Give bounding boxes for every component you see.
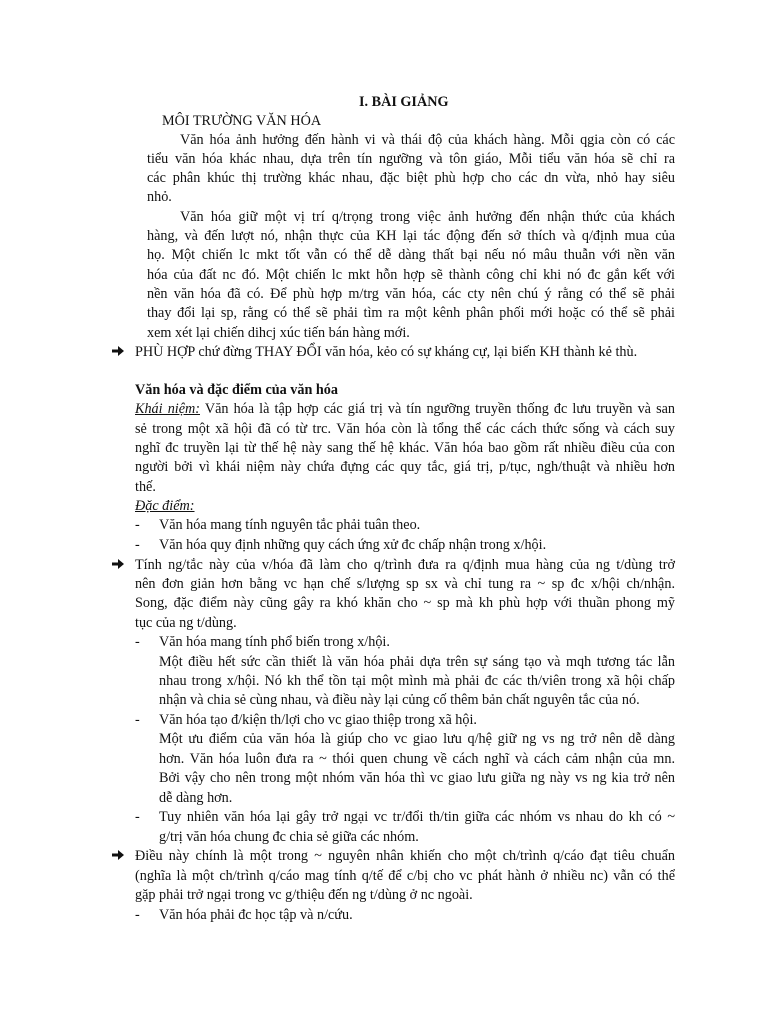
paragraph-line: nhỏ. [147,189,172,205]
arrow-paragraph-line: (nghĩa là một ch/trình q/cáo mag tính q/tế để c/bị cho vc phát hành ở nhiều nc) vẫn có thể [135,868,675,884]
paragraph-line: tiểu văn hóa khác nhau, dựa trên tín ngưỡng và tôn giáo, Mỗi tiểu văn hóa sẽ chỉ ra [147,151,675,167]
feature-detail-line: Bởi vậy cho nên trong một nhóm văn hóa thì vc giao lưu giữa ng này vs ng kia trở nên [159,770,675,786]
concept-line: thế. [135,479,156,495]
arrow-paragraph-line: Tính ng/tắc này của v/hóa đã làm cho q/trình đưa ra q/định mua hàng của ng t/dùng trở [135,557,675,573]
feature-detail-line: Một ưu điểm của văn hóa là giúp cho vc giao lưu q/hệ giữ ng vs ng trở nên dễ dàng [159,731,675,747]
feature-detail-line: nhận và chia sẻ cùng nhau, và điều này lại củng cố thêm bản chất nguyên tắc của nó. [159,692,640,708]
concept-line: nghĩ đc truyền lại từ thế hệ này sang thế hệ khác. Văn hóa bao gồm rất nhiều điều của con [135,440,675,456]
feature-item: Văn hóa mang tính phổ biến trong x/hội. [159,634,390,650]
dash-bullet: - [135,634,140,650]
arrow-note: PHÙ HỢP chứ đừng THAY ĐỔI văn hóa, kẻo có sự kháng cự, lại biến KH thành kẻ thù. [135,344,638,360]
paragraph-line: thay đổi lại sp, rằng có thể sẽ phải tìm ra một kênh phân phối mới hoặc có thể sẽ phải [147,305,675,321]
arrow-bullet-icon [111,848,125,862]
feature-item: Văn hóa mang tính nguyên tắc phải tuân theo. [159,517,421,533]
paragraph-line: họ. Một chiến lc mkt tốt vẫn có thể dễ dàng thất bại nếu nó mâu thuẫn với nền văn [147,247,675,263]
feature-item: Tuy nhiên văn hóa lại gây trở ngại vc tr/đổi th/tin giữa các nhóm vs nhau do kh có ~ [159,809,675,825]
dash-bullet: - [135,809,140,825]
arrow-bullet-icon [111,557,125,571]
paragraph-line: hàng, và đến lượt nó, nhận thực của KH lại tác động đến sở thích và q/định mua của [147,228,675,244]
arrow-paragraph-line: nên đơn giản hơn bằng vc hạn chế s/lượng sp sx và chỉ tung ra ~ sp đc x/hội ch/nhận. [135,576,675,592]
subheading: Văn hóa và đặc điểm của văn hóa [135,382,338,398]
concept-label: Khái niệm: [135,401,200,417]
arrow-bullet-icon [111,344,125,358]
concept-line: sẻ trong một xã hội đã có từ trc. Văn hóa còn là tổng thể các cách thức sống và cách suy [135,421,675,437]
paragraph-line: hóa của đất nc đó. Một chiến lc mkt hỗn hợp sẽ thành công chỉ khi nó đc gắn kết với [147,267,675,283]
arrow-paragraph-line: Song, đặc điểm này cũng gây ra khó khăn cho ~ sp mà kh phù hợp với thuần phong mỹ [135,595,675,611]
features-label: Đặc điểm: [135,498,195,514]
paragraph-line: các phân khúc thị trường khác nhau, đặc biệt phù hợp cho các dn vừa, nhỏ hay siêu [147,170,675,186]
arrow-paragraph-line: gặp phải trở ngại trong vc g/thiệu đến ng t/dùng ở nc ngoài. [135,887,473,903]
dash-bullet: - [135,537,140,553]
arrow-paragraph-line: Điều này chính là một trong ~ nguyên nhân khiến cho một ch/trình q/cáo đạt tiêu chuẩn [135,848,675,864]
paragraph-line: Văn hóa giữ một vị trí q/trọng trong việc ảnh hưởng đến nhận thức của khách [180,209,675,225]
feature-item: Văn hóa tạo đ/kiện th/lợi cho vc giao thiệp trong xã hội. [159,712,477,728]
feature-detail-line: nhau trong x/hội. Nó kh thể tồn tại một mình mà phải đc các th/viên trong xã hội chấp [159,673,675,689]
feature-detail-line: hơn. Văn hóa luôn đưa ra ~ thói quen chung về cách nghĩ và cách cảm nhận của mn. [159,751,675,767]
feature-detail-line: dễ dàng hơn. [159,790,233,806]
feature-detail-line: Một điều hết sức cần thiết là văn hóa phải dựa trên sự sáng tạo và mqh tương tác lẫn [159,654,675,670]
dash-bullet: - [135,712,140,728]
concept-line: người bởi vì khái niệm này chứa đựng các quy tắc, giá trị, p/tục, ngh/thuật và nhiều hơn [135,459,675,475]
paragraph-line: nền văn hóa đã có. Để phù hợp m/trg văn hóa, các cty nên chú ý rằng có thể sẽ phải [147,286,675,302]
arrow-paragraph-line: tục của ng t/dùng. [135,615,237,631]
dash-bullet: - [135,517,140,533]
feature-item: g/trị văn hóa chung đc chia sẻ giữa các nhóm. [159,829,419,845]
dash-bullet: - [135,907,140,923]
paragraph-line: Văn hóa ảnh hưởng đến hành vi và thái độ của khách hàng. Mỗi qgia còn có các [180,132,675,148]
section-title: MÔI TRƯỜNG VĂN HÓA [162,113,322,129]
feature-item: Văn hóa phải đc học tập và n/cứu. [159,907,353,923]
paragraph-line: xem xét lại chiến dihcj xúc tiến bán hàng mới. [147,325,410,341]
concept-text: Văn hóa là tập hợp các giá trị và tín ngưỡng truyền thống đc lưu truyền và san [200,401,675,417]
page-heading: I. BÀI GIẢNG [359,94,449,110]
feature-item: Văn hóa quy định những quy cách ứng xử đc chấp nhận trong x/hội. [159,537,547,553]
concept-line [135,400,675,418]
